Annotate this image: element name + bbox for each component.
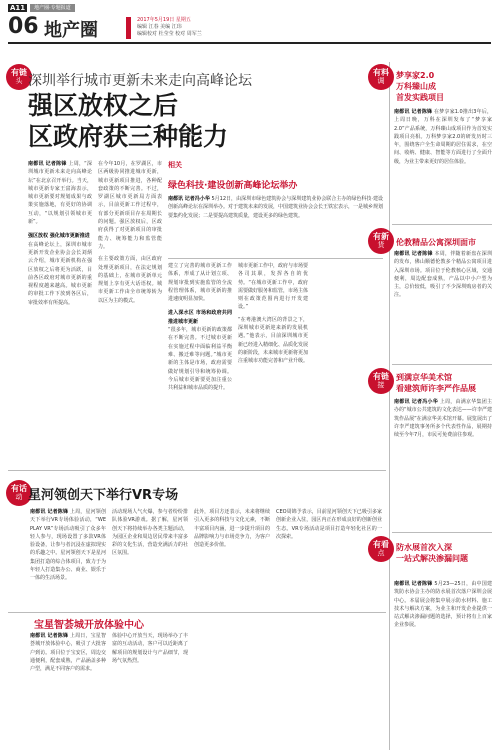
paragraph: CEO周锦予表示，目前星河领创天下已吸引多家创新企业入驻，园区内正在形成良好的创新创业生态。VR专场活动是项目打造年轻化社区的一次探索。 (276, 509, 382, 540)
lead-column-3 (168, 262, 232, 460)
badge-top-text: 有话 (11, 484, 27, 493)
paragraph: 上周，“深圳城市更新未来走向高峰论坛”在北京召开举行。当天，城市更新专家王富海表示，城市更新要对规划成果与政策实施落地，有更好的协调互动，“以规划引领城市更新”。 (28, 161, 92, 226)
paragraph: 城市更新工作中，政府与市场要各司其职，发挥各自的优势。“在城市更新工作中，政府需要做好服务和监管，市场主体则在政策范围内进行开发建设。” (238, 263, 308, 311)
byline: 南都讯 记者冯小华 (394, 399, 438, 405)
paragraph: 5月12日，由深圳市绿色建筑协会与深圳建筑业协会联合主办的绿色科技·建设创新高峰论坛在深圳举办。对于建筑未来的发展，中国建筑业协会会长王铁宏表示，一是城乡规划要集约化发展；二是要提高建筑质量，建设更多的绿色建筑。 (168, 196, 383, 219)
right-item3-body (394, 398, 492, 508)
masthead-topbar (8, 4, 75, 12)
section-divider (8, 470, 386, 471)
byline: 南都讯 记者陈锋 (394, 581, 433, 587)
lead-column-4 (238, 262, 308, 460)
lead-headline (28, 90, 228, 152)
bottom-column-2 (112, 508, 188, 608)
divider (392, 532, 492, 533)
paragraph: 上周，星河领创天下举行VR专场体验活动，“WE PLAY VR”专场活动吸引了众多年轻人参与，现场设置了多款VR体验设备，让参与者沉浸在虚拟现实的乐趣之中。星河领创天下是星河集团打造的综合体项目，致力于为年轻人打造集办公、商业、娱乐于一体的生活场景。 (30, 509, 106, 582)
byline: 南都讯 记者陈锋 (30, 509, 69, 515)
title-line: 看建筑师许李严作品展 (396, 384, 476, 393)
lead-column-1 (28, 160, 92, 460)
bottom-sub-title: 宝星智荟城开放体验中心 (34, 620, 144, 631)
divider (168, 258, 383, 259)
title-line: 防水展首次入深 (396, 543, 452, 552)
right-item1-badge (368, 64, 394, 90)
editor-line: 编辑 江春 美编 江玮 (137, 24, 182, 30)
headline-line-1: 强区放权之后 (28, 91, 179, 120)
title-line: 万科臻山成 (396, 82, 436, 91)
lead-kicker: 深圳举行城市更新未来走向高峰论坛 (28, 73, 252, 89)
paragraph: 上周日，宝星智荟城开放体验中心，吸引了大批客户到访。项目位于宝安区，周边交通便利，配套成熟，产品涵盖多种户型，满足不同客户的需求。 (30, 633, 106, 673)
byline: 南都讯 记者陈锋 (394, 109, 433, 115)
paragraph: 活动现场人气火爆，参与者纷纷排队体验VR游戏。据了解，星河领创天下将持续举办各类主题活动，为园区企业和周边居民带来丰富多彩的文化生活，营造充满活力的社区氛围。 (112, 509, 188, 557)
title-line: 首发实践项目 (396, 93, 444, 102)
bottom-sub-column-1 (30, 632, 106, 744)
right-item1-title (396, 70, 444, 103)
right-item2-badge (368, 228, 394, 254)
related-box (168, 160, 383, 255)
right-item3-title (396, 372, 476, 394)
title-line: 一站式解决渗漏问题 (396, 554, 468, 563)
bottom-title: 星河领创天下举行VR专场 (28, 488, 179, 503)
divider (8, 612, 386, 613)
accent-bar (126, 17, 131, 39)
right-item2-title: 伦教精品公寓深圳面市 (396, 238, 476, 247)
paragraph: 在高峰论坛上，深圳市城市更新开发企业协会会长刘炳云介绍，城市更新机构在强区放权之后将更为活跃，目前各区政府对城市更新的重视程度越来越高。城市更新的审批工作下放到各区后，审批效率有所提高。 (28, 241, 92, 306)
paragraph: 本周，伴随着新盘在深圳的发布，佛山顺德伦教多个精品公寓项目进入深圳市场。项目位于伦教核心区域，交通便利，周边配套成熟，产品以中小户型为主，总价较低，吸引了不少深圳购房者的关注。 (394, 251, 492, 299)
right-item1-body (394, 108, 492, 218)
section-tag: 地产圈·专题报道 (30, 4, 75, 12)
badge-bottom-text: 动 (15, 493, 23, 501)
right-item4-title (396, 542, 468, 564)
paragraph: “在粤港澳大湾区的背景之下，深圳城市更新迎来新的发展机遇。”他表示，目前深圳城市更新已经进入精细化、品质化发展的新阶段，未来城市更新将更加注重城市功能完善和产业升级。 (238, 316, 308, 365)
page-header (8, 12, 491, 44)
subheading: 进入深水区 市场和政府共同推进城市更新 (168, 310, 232, 325)
badge-top-text: 有料 (373, 68, 389, 77)
page-section-name: 地产圈 (44, 20, 98, 41)
date-line: 2017年5月19日 星期五 (137, 17, 191, 23)
byline: 南都讯 记者陈锋 (394, 251, 433, 257)
right-item4-body (394, 580, 492, 745)
badge-top-text: 有链 (11, 68, 27, 77)
paragraph: 上周，由满京华集团主办的“城市公共建筑的文化表达——许李严建筑作品展”在满京华美术馆开幕。展览展出了许李严建筑事务所多个代表性作品，展期持续至今年7月，市民可免费前往参观。 (394, 399, 492, 439)
bottom-column-3 (194, 508, 270, 608)
paragraph: 在今年10月，在罗湖区，市区两级协同推进城市更新，城市更新项目推进，各种配套政策的不断完善。不过，罗湖区城市更新局方面表示，目前更新工作过程中，有部分更新项目存在周期长的问题。强区放权后，区政府获得了对更新项目的审批能力、统筹能力和监管能力。 (98, 161, 162, 250)
paragraph: “很多年，城市更新的政策都在不断完善。不过城市更新在实施过程中面临利益平衡难、搬迁难等问题。”城市更新的主体是市场，政府需要做好规划引导和统筹协调。今后城市更新要更加注重公共利益和城市品质的提升。 (168, 327, 232, 392)
badge-top-text: 有链 (373, 372, 389, 381)
paragraph: 此外，项目方还表示，未来将继续引入更多的科技与文化元素，不断丰富项目内涵，进一步提升项目的品牌影响力与市场竞争力，为客户创造更多价值。 (194, 509, 270, 549)
related-label: 相关 (168, 161, 182, 169)
badge-bottom-text: 接 (377, 381, 385, 389)
badge-top-text: 有看 (373, 540, 389, 549)
divider (392, 364, 492, 365)
divider (392, 224, 492, 225)
header-meta (137, 17, 202, 38)
headline-line-2: 区政府获三种能力 (28, 122, 229, 151)
badge-bottom-text: 头 (15, 77, 23, 85)
page-number: 06 (8, 14, 39, 39)
newspaper-logo: A11 (10, 4, 26, 12)
paragraph: 5月23—25日，由中国建筑防水协会主办的防水展首次落户深圳会展中心。本届展会将集中展示防水材料、施工技术与解决方案，为业主和开发企业提供一站式解决渗漏问题的选择，预计将有上百家企业参展。 (394, 581, 492, 629)
related-body (168, 195, 383, 255)
lead-column-2 (98, 160, 162, 460)
title-line: 到满京华美术馆 (396, 373, 452, 382)
title-line: 梦享家2.0 (396, 71, 435, 80)
badge-bottom-text: 调 (377, 77, 385, 85)
paragraph: 在主要政策方面，由区政府处理更新项目，在法定规划的基础上，在城市更新单元规划上享有更大话语权。城市更新工作由全市统筹转为以区为主的模式。 (98, 256, 162, 304)
bottom-sub-column-2 (112, 632, 188, 744)
badge-bottom-text: 点 (377, 549, 385, 557)
bottom-column-1 (30, 508, 106, 608)
byline: 南都讯 记者陈锋 (30, 633, 69, 639)
related-title: 绿色科技·建设创新高峰论坛举办 (168, 181, 298, 191)
column-divider (389, 62, 390, 750)
badge-bottom-text: 货 (377, 241, 385, 249)
paragraph: 在梦享家1.0推出3年后，上周日晚，万科在深圳发布了“梦享家2.0”产品系统，万科臻山成项目作为首发实践项目亮相。万科梦享家2.0的研发历时三年，围绕客户全生命周期的居住需求，在空间、收纳、健康、智能等方面进行了全面升级，为业主带来更好的居住体验。 (394, 109, 492, 165)
right-item2-body (394, 250, 492, 360)
paragraph: 建立了完善的城市更新工作体系，形成了从计划立项、规划审批到实施监管的全流程管理体系，城市更新的推进速度明显加快。 (168, 263, 232, 303)
bottom-column-4 (276, 508, 382, 608)
byline: 南都讯 记者冯小华 (168, 196, 210, 202)
badge-top-text: 有新 (373, 232, 389, 241)
paragraph: 体验中心开放当天，现场举办了丰富的互动活动，客户可以近距离了解项目的规划设计与产品细节，现场气氛热烈。 (112, 633, 188, 664)
proof-line: 编辑校对 杜莹莹 校对 周军兰 (137, 31, 202, 37)
right-item3-badge (368, 368, 394, 394)
byline: 南都讯 记者陈锋 (28, 161, 67, 167)
subheading: 强区放权 强化城市更新推进 (28, 233, 90, 240)
